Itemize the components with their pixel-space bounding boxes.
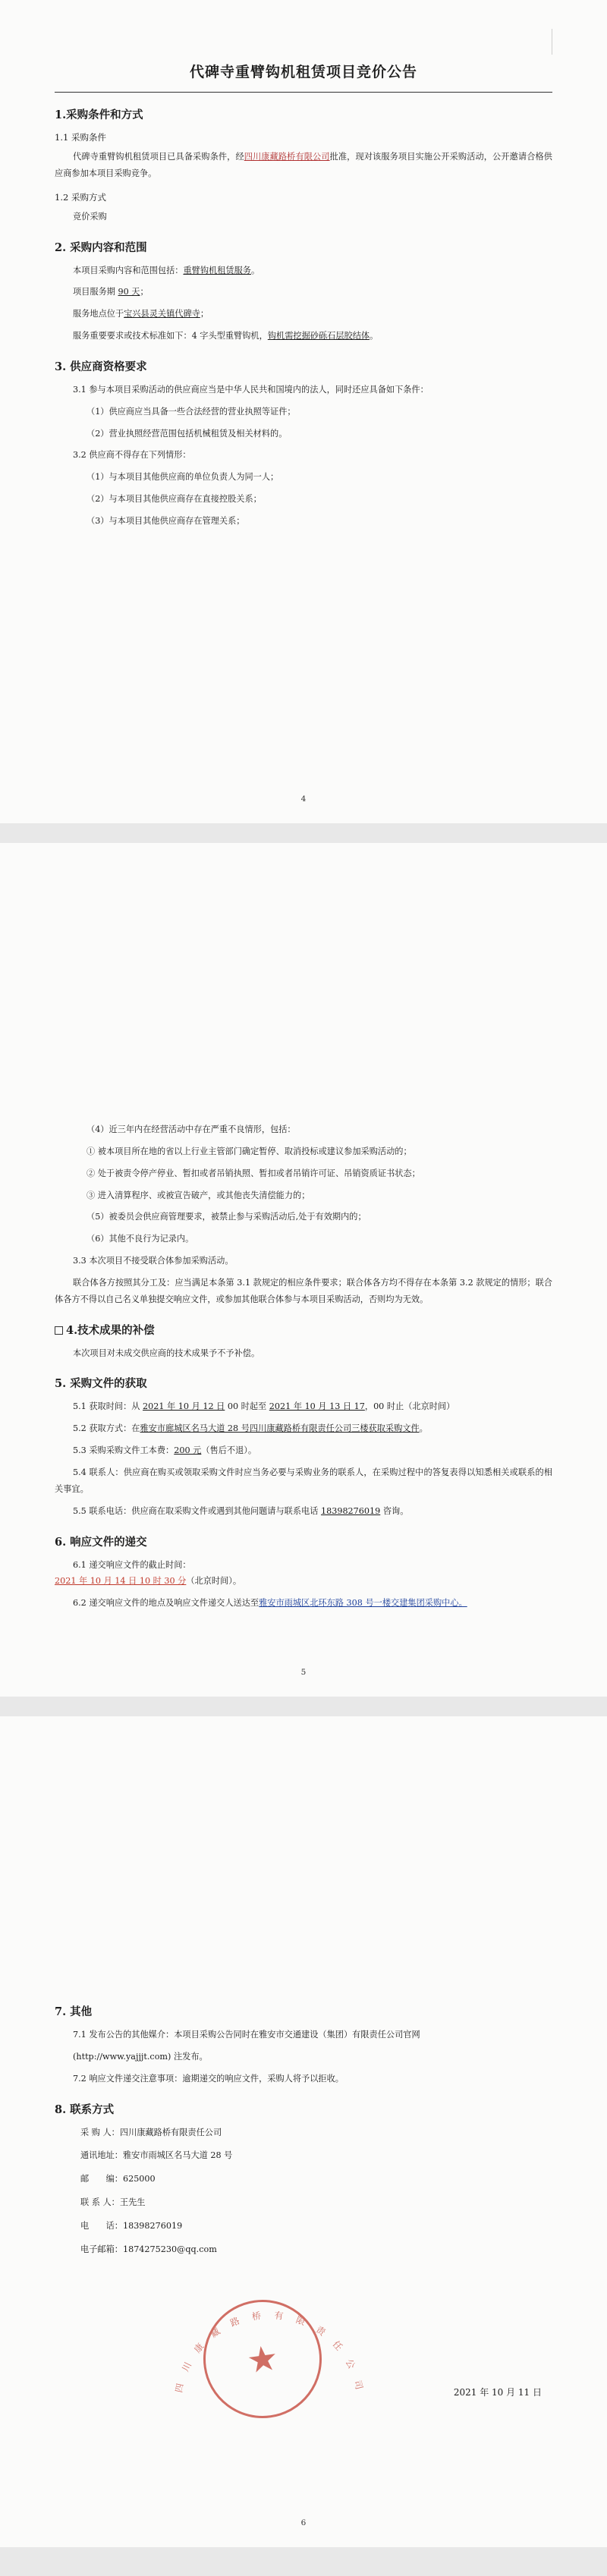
contact-row bbox=[80, 2218, 552, 2235]
official-seal-stamp bbox=[173, 2292, 365, 2426]
paragraph-5-3 bbox=[55, 1442, 552, 1459]
paragraph-5-1 bbox=[55, 1398, 552, 1415]
paragraph-2-4 bbox=[55, 328, 552, 344]
paragraph-3-2-d: （4）近三年内在经营活动中存在严重不良情形，包括： bbox=[86, 1124, 296, 1134]
document-page-3 bbox=[0, 1716, 607, 2547]
section-heading-3: 3. 供应商资格要求 bbox=[55, 360, 147, 373]
contact-label: 邮 编： bbox=[80, 2174, 123, 2184]
paragraph-5-2 bbox=[55, 1420, 552, 1437]
paragraph-1-2: 竞价采购 bbox=[73, 211, 107, 222]
contact-row bbox=[80, 2147, 552, 2164]
contact-label: 电子邮箱： bbox=[80, 2244, 123, 2254]
section-heading-5: 5. 采购文件的获取 bbox=[55, 1377, 147, 1391]
text-pre: 5.3 采购采购文件工本费： bbox=[73, 1445, 175, 1456]
text-mid: 00 时起至 bbox=[225, 1401, 269, 1412]
paragraph-7-1 bbox=[55, 2027, 552, 2043]
paragraph-3-1-a: （1）供应商应当具备一些合法经营的营业执照等证件； bbox=[86, 406, 296, 417]
paragraph-3-2: 3.2 供应商不得存在下列情形： bbox=[73, 450, 191, 461]
paragraph-6-2 bbox=[55, 1595, 552, 1612]
technical-requirement-value: 钩机需挖掘砂砾石层胶结体 bbox=[267, 331, 370, 341]
text-post: （售后不退）。 bbox=[201, 1445, 257, 1456]
text-post: 。 bbox=[419, 1423, 428, 1434]
text-pre: 6.2 递交响应文件的地点及响应文件递交人送达至 bbox=[73, 1598, 259, 1609]
paragraph-7-2: 7.2 响应文件递交注意事项：逾期递交的响应文件，采购人将予以拒收。 bbox=[73, 2073, 344, 2084]
contact-value: 四川康藏路桥有限责任公司 bbox=[119, 2127, 222, 2137]
contact-value: 625000 bbox=[122, 2174, 156, 2184]
contact-row bbox=[80, 2171, 552, 2188]
pickup-address-value: 雅安市廊城区名马大道 28 号四川康藏路桥有限责任公司三楼获取采购文件 bbox=[140, 1423, 420, 1434]
contact-value: 18398276019 bbox=[122, 2220, 183, 2231]
paragraph-5-5 bbox=[55, 1503, 552, 1520]
paragraph-3-3: 3.3 本次项目不接受联合体参加采购活动。 bbox=[73, 1256, 234, 1266]
text-pre: 项目服务期 bbox=[73, 287, 118, 297]
text-pre: 服务地点位于 bbox=[73, 309, 124, 319]
paragraph-6-1 bbox=[55, 1557, 552, 1590]
text-pre: 5.1 获取时间：从 bbox=[73, 1401, 143, 1412]
section-heading-6: 6. 响应文件的递交 bbox=[55, 1535, 147, 1549]
contact-row bbox=[80, 2125, 552, 2141]
contact-list bbox=[55, 2125, 552, 2258]
text-pre: 6.1 递交响应文件的截止时间： bbox=[73, 1559, 191, 1570]
paragraph-3-2-c: （3）与本项目其他供应商存在管理关系； bbox=[86, 515, 245, 526]
service-location-value: 宝兴县灵关镇代碑寺 bbox=[124, 309, 200, 319]
paragraph-3-2-d2: ② 处于被责令停产停业、暂扣或者吊销执照、暂扣或者吊销许可证、吊销资质证书状态； bbox=[86, 1168, 420, 1178]
checkbox-compensation[interactable] bbox=[55, 1326, 63, 1335]
section-heading-1: 1.采购条件和方式 bbox=[55, 109, 143, 121]
page-number-3: 6 bbox=[300, 2518, 307, 2527]
document-page-1 bbox=[0, 0, 607, 823]
section-heading-4-label: 4.技术成果的补偿 bbox=[66, 1323, 155, 1337]
text-pre: 7.1 发布公告的其他媒介：本项目采购公告同时在雅安市交通建设（集团）有限责任公司官网 bbox=[73, 2030, 420, 2040]
contact-row bbox=[80, 2194, 552, 2211]
paragraph-1-1 bbox=[55, 149, 552, 182]
contact-label: 联 系 人： bbox=[80, 2197, 120, 2208]
text-post: ，00 时止（北京时间） bbox=[364, 1401, 455, 1412]
start-date-value: 2021 年 10 月 12 日 bbox=[143, 1401, 225, 1412]
contact-label: 电 话： bbox=[80, 2220, 123, 2231]
text-pre: 服务重要要求或技术标准如下：4 字头型重臂钩机， bbox=[73, 331, 268, 341]
section-heading-4 bbox=[55, 1322, 552, 1338]
paragraph-3-2-d1: ① 被本项目所在地的省以上行业主管部门确定暂停、取消投标或建议参加采购活动的； bbox=[86, 1146, 412, 1156]
page-number-2: 5 bbox=[300, 1668, 307, 1677]
service-period-value: 90 天 bbox=[118, 287, 140, 297]
paragraph-2-2 bbox=[55, 284, 552, 300]
paragraph-3-2-f: （6）其他不良行为记录内。 bbox=[86, 1234, 194, 1244]
section-heading-2: 2. 采购内容和范围 bbox=[55, 241, 147, 254]
subsection-heading-1-1: 1.1 采购条件 bbox=[55, 132, 106, 143]
text-post: ； bbox=[140, 287, 149, 297]
contact-value: 王先生 bbox=[119, 2197, 146, 2208]
contact-value[interactable]: 1874275230@qq.com bbox=[122, 2244, 217, 2254]
contact-phone-value: 18398276019 bbox=[320, 1505, 381, 1516]
paragraph-4-1: 本次项目对未成交供应商的技术成果予不予补偿。 bbox=[73, 1348, 260, 1358]
signing-date: 2021 年 10 月 11 日 bbox=[453, 2387, 542, 2398]
text-post: 。 bbox=[250, 265, 260, 275]
contact-label: 通讯地址： bbox=[80, 2150, 123, 2161]
company-link[interactable]: 四川康藏路桥有限公司 bbox=[244, 152, 330, 162]
text-post: 咨询。 bbox=[380, 1505, 409, 1516]
paragraph-3-3-note: 联合体各方按照其分工及：应当满足本条第 3.1 款规定的相应条件要求；联合体各方均不得存在本条第 3.2 款规定的情形；联合体各方不得以自己名义单独提交响应文件，或参加其他联合体参与本项目采购活动，否则均为无效。 bbox=[55, 1277, 552, 1304]
seal-star-icon: ★ bbox=[244, 2337, 281, 2381]
seal-ring-text: 四 川 康 藏 路 桥 有 限 责 任 公 司 bbox=[173, 2310, 365, 2394]
contact-value: 雅安市雨城区名马大道 28 号 bbox=[122, 2150, 233, 2161]
page-number-1: 4 bbox=[300, 794, 307, 804]
paragraph-3-2-a: （1）与本项目其他供应商的单位负责人为同一人； bbox=[86, 472, 279, 483]
subsection-heading-1-2: 1.2 采购方式 bbox=[55, 191, 106, 203]
paragraph-2-3 bbox=[55, 306, 552, 322]
contact-row bbox=[80, 2241, 552, 2258]
text-post: 批准，现对该服务项目实施公开采购活动，公开邀请合格供应商参加本项目采购竞争。 bbox=[55, 152, 552, 178]
page-top-spacer bbox=[55, 1762, 552, 1989]
submission-address-value: 雅安市雨城区北环东路 308 号一楼交建集团采购中心。 bbox=[259, 1598, 467, 1609]
paragraph-2-1 bbox=[55, 263, 552, 279]
paragraph-3-2-d3: ③ 进入清算程序、或被宣告破产，或其他丧失清偿能力的； bbox=[86, 1190, 310, 1200]
text-post: ； bbox=[200, 309, 209, 319]
document-page-2 bbox=[0, 843, 607, 1697]
deadline-value: 2021 年 10 月 14 日 10 时 30 分 bbox=[55, 1576, 187, 1587]
page-top-spacer bbox=[55, 889, 552, 1116]
text-post: （北京时间）。 bbox=[186, 1576, 242, 1587]
paragraph-3-2-e: （5）被委员会供应商管理要求，被禁止参与采购活动后,处于有效期内的； bbox=[86, 1212, 366, 1222]
document-fee-value: 200 元 bbox=[174, 1445, 202, 1456]
scope-value: 重臂钩机租赁服务 bbox=[183, 265, 251, 275]
text-pre: 5.5 联系电话：供应商在取采购文件或遇到其他问题请与联系电话 bbox=[73, 1505, 321, 1516]
paragraph-7-1-url[interactable]: (http://www.yajjjt.com) 注发布。 bbox=[73, 2051, 208, 2062]
text-pre: 5.2 获取方式：在 bbox=[73, 1423, 140, 1434]
text-post: 。 bbox=[370, 331, 379, 341]
contact-label: 采 购 人： bbox=[80, 2127, 120, 2137]
paragraph-5-4: 5.4 联系人：供应商在购买或领取采购文件时应当务必要与采购业务的联系人，在采购过程中的答复表得以知悉相关或联系的相关事宜。 bbox=[55, 1467, 552, 1494]
text-pre: 代碑寺重臂钩机租赁项目已具备采购条件，经 bbox=[73, 152, 244, 162]
section-heading-8: 8. 联系方式 bbox=[55, 2103, 115, 2116]
paragraph-3-2-b: （2）与本项目其他供应商存在直接控股关系； bbox=[86, 494, 262, 505]
paragraph-3-1-b: （2）营业执照经营范围包括机械租赁及相关材料的。 bbox=[86, 428, 288, 439]
paragraph-3-1: 3.1 参与本项目采购活动的供应商应当是中华人民共和国境内的法人，同时还应具备如下条件： bbox=[73, 384, 429, 395]
page-title: 代碑寺重臂钩机租赁项目竞价公告 bbox=[55, 61, 552, 93]
text-pre: 本项目采购内容和范围包括： bbox=[73, 265, 184, 275]
section-heading-7: 7. 其他 bbox=[55, 2005, 93, 2018]
end-date-value: 2021 年 10 月 13 日 17 bbox=[269, 1401, 365, 1412]
